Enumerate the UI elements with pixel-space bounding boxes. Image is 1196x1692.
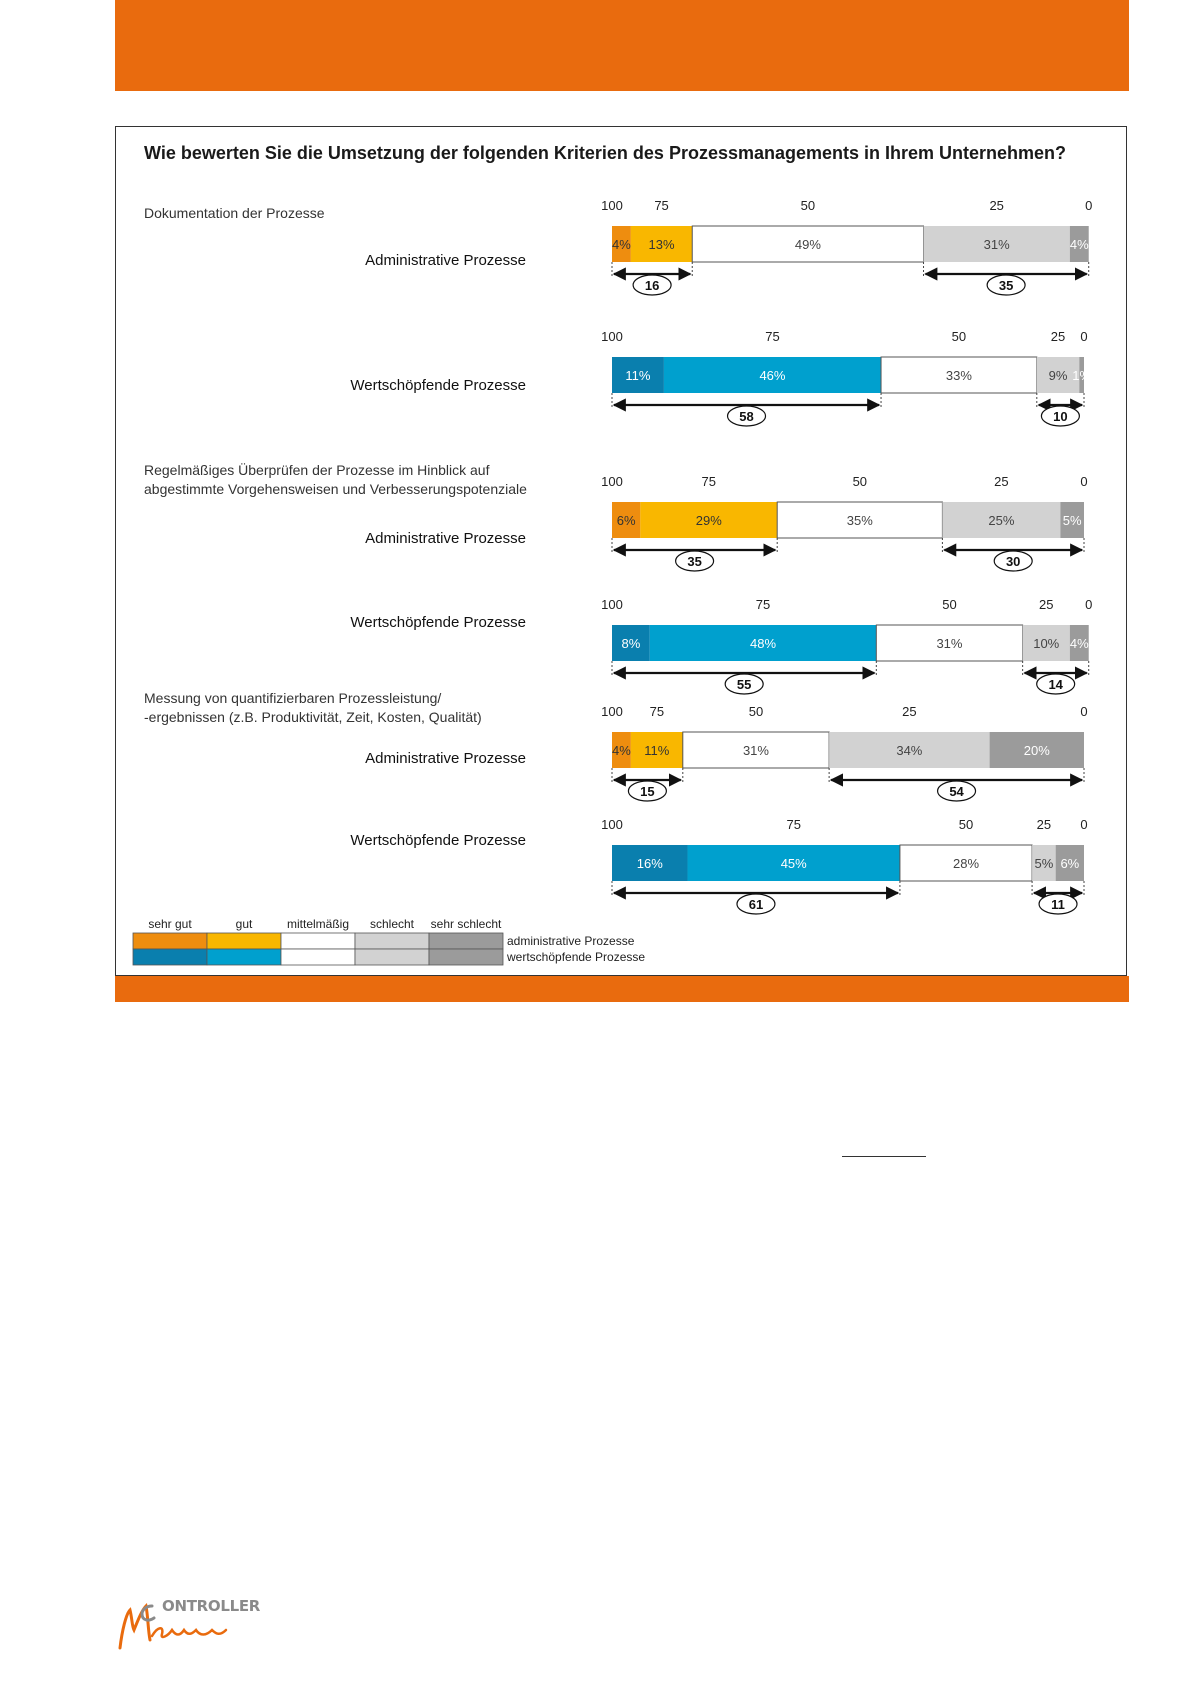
scale-tick: 50 <box>942 597 957 612</box>
row-label: Wertschöpfende Prozesse <box>350 377 526 394</box>
legend-row-label: wertschöpfende Prozesse <box>507 950 646 964</box>
scale-tick: 75 <box>701 474 716 489</box>
positive-sum-value: 16 <box>644 278 660 293</box>
data-label: 11% <box>625 368 651 383</box>
scale-tick: 100 <box>601 597 623 612</box>
legend-swatch-value <box>429 949 503 965</box>
legend-row-label: administrative Prozesse <box>507 934 635 948</box>
scale-tick: 25 <box>1036 817 1052 832</box>
data-label: 45% <box>780 856 807 871</box>
positive-sum-value: 61 <box>748 897 764 912</box>
scale-tick: 75 <box>649 704 665 719</box>
scale-tick: 100 <box>601 704 623 719</box>
scale-tick: 75 <box>654 198 669 213</box>
scale-tick: 0 <box>1085 597 1093 612</box>
data-label: 16% <box>636 856 663 871</box>
data-label: 4% <box>612 237 631 252</box>
scale-tick: 50 <box>958 817 974 832</box>
scale-tick: 25 <box>994 474 1009 489</box>
scale-tick: 25 <box>989 198 1004 213</box>
footer-band <box>115 976 1129 1002</box>
row-label: Wertschöpfende Prozesse <box>350 614 526 631</box>
scale-tick: 0 <box>1080 329 1088 344</box>
scale-tick: 75 <box>786 817 801 832</box>
data-label: 9% <box>1048 368 1068 383</box>
legend-category-label: schlecht <box>369 917 415 931</box>
scale-tick: 100 <box>601 474 623 489</box>
data-label: 4% <box>612 743 631 758</box>
legend-swatch-admin <box>281 933 355 949</box>
legend-swatch-value <box>133 949 207 965</box>
legend-swatch-admin <box>429 933 503 949</box>
data-label: 49% <box>794 237 821 252</box>
scale-tick: 0 <box>1080 817 1088 832</box>
legend-swatch-value <box>207 949 281 965</box>
criterion-label: Regelmäßiges Überprüfen der Prozesse im Hinblick auf <box>144 462 490 478</box>
negative-sum-value: 11 <box>1051 897 1065 912</box>
criterion-label: Dokumentation der Prozesse <box>144 205 325 221</box>
data-label: 31% <box>936 636 963 651</box>
positive-sum-value: 35 <box>687 554 702 569</box>
data-label: 35% <box>846 513 873 528</box>
row-label: Administrative Prozesse <box>365 530 526 547</box>
data-label: 20% <box>1023 743 1050 758</box>
scale-tick: 25 <box>1050 329 1066 344</box>
row-label: Wertschöpfende Prozesse <box>350 832 526 849</box>
legend-category-label: mittelmäßig <box>286 917 350 931</box>
scale-tick: 75 <box>765 329 780 344</box>
positive-sum-value: 15 <box>640 784 655 799</box>
legend-swatch-admin <box>133 933 207 949</box>
negative-sum-value: 10 <box>1053 409 1068 424</box>
positive-sum-value: 58 <box>739 409 754 424</box>
negative-sum-value: 54 <box>949 784 964 799</box>
scale-tick: 100 <box>601 198 623 213</box>
data-label: 8% <box>621 636 641 651</box>
data-label: 34% <box>896 743 923 758</box>
scale-tick: 0 <box>1085 198 1093 213</box>
criterion-label: Messung von quantifizierbaren Prozessleistung/ <box>144 690 442 706</box>
data-label: 6% <box>616 513 636 528</box>
legend-category-label: sehr gut <box>148 917 192 931</box>
scale-tick: 100 <box>601 329 623 344</box>
scale-tick: 0 <box>1080 474 1088 489</box>
legend-category-label: sehr schlecht <box>430 917 502 931</box>
row-label: Administrative Prozesse <box>365 750 526 767</box>
legend-swatch-value <box>355 949 429 965</box>
legend-category-label: gut <box>235 917 253 931</box>
data-label: 5% <box>1062 513 1082 528</box>
legend-swatch-admin <box>207 933 281 949</box>
negative-sum-value: 30 <box>1005 554 1021 569</box>
criterion-label: -ergebnissen (z.B. Produktivität, Zeit, Kosten, Qualität) <box>144 709 482 725</box>
logo-wordmark: ONTROLLER <box>162 1597 261 1615</box>
scale-tick: 0 <box>1080 704 1088 719</box>
negative-sum-value: 35 <box>998 278 1014 293</box>
data-label: 48% <box>750 636 777 651</box>
footnote-rule <box>842 1156 926 1157</box>
negative-sum-value: 14 <box>1048 677 1063 692</box>
legend-swatch-value <box>281 949 355 965</box>
legend-swatch-admin <box>355 933 429 949</box>
data-label: 6% <box>1060 856 1080 871</box>
scale-tick: 50 <box>852 474 868 489</box>
chart-title: Wie bewerten Sie die Umsetzung der folgenden Kriterien des Prozessmanagements in Ihrem Unternehmen? <box>144 143 1067 163</box>
data-label: 4% <box>1069 636 1089 651</box>
data-label: 29% <box>695 513 722 528</box>
data-label: 25% <box>988 513 1015 528</box>
data-label: 5% <box>1034 856 1054 871</box>
scale-tick: 100 <box>601 817 623 832</box>
scale-tick: 50 <box>748 704 764 719</box>
data-label: 1% <box>1072 368 1092 383</box>
data-label: 10% <box>1033 636 1060 651</box>
scale-tick: 75 <box>755 597 771 612</box>
scale-tick: 50 <box>951 329 967 344</box>
data-label: 33% <box>945 368 972 383</box>
criterion-label: abgestimmte Vorgehensweisen und Verbesserungspotenziale <box>144 481 527 497</box>
data-label: 13% <box>648 237 675 252</box>
scale-tick: 50 <box>800 198 816 213</box>
positive-sum-value: 55 <box>736 677 752 692</box>
scale-tick: 25 <box>902 704 917 719</box>
scale-tick: 25 <box>1039 597 1054 612</box>
data-label: 4% <box>1069 237 1089 252</box>
row-label: Administrative Prozesse <box>365 252 526 269</box>
data-label: 28% <box>952 856 980 871</box>
data-label: 46% <box>759 368 786 383</box>
data-label: 11% <box>644 743 670 758</box>
data-label: 31% <box>742 743 769 758</box>
data-label: 31% <box>983 237 1010 252</box>
